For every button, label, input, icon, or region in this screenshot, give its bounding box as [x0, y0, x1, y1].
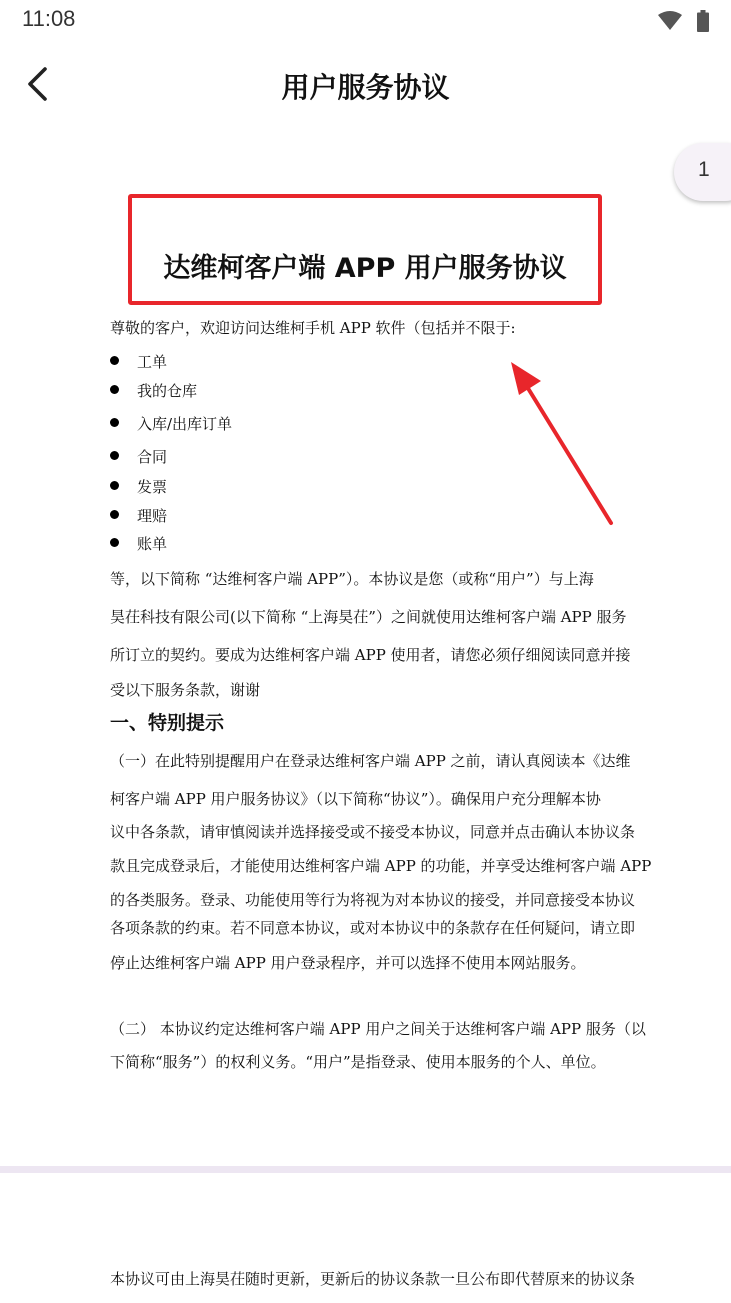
paragraph-line: 停止达维柯客户端 APP 用户登录程序，并可以选择不使用本网站服务。 — [110, 954, 586, 972]
page-number: 1 — [698, 158, 710, 181]
bullet-icon — [110, 538, 119, 547]
paragraph-line: 议中各条款，请审慎阅读并选择接受或不接受本协议，同意并点击确认本协议条 — [110, 823, 636, 841]
screen: 11:08 用户服务协议 1 达维柯客户端 APP 用户服务协议 尊敬的客户，欢迎访问达维柯手机 APP 软件（包括并不限于: 工单 我的仓库 入库/出库订单 合同 发票 理赔 账单 等，以下简称 “达维柯客户端 APP”）。本协议是您（或称“用户”）与上海 昊茌科技有限公司(以下简称 “上海昊茌”）之间就使用达维柯客户端 APP 服务 所订立的契约。要成为达维柯客户端 APP 使用者，请您必须仔细阅读同意并接 受以下服务条款，谢谢 一、特别提示 （一）在此特别提醒用户在登录达维柯客户端 APP 之前，请认真阅读本《达维 柯客户端 APP 用户服务协议》（以下简称“协议”）。确保用户充分理解本协 议中各条款，请审慎阅读并选择接受或不接受本协议，同意并点击确认本协议条 款且完成登录后，才能使用达维柯客户端 APP 的功能，并享受达维柯客户端 APP 的各类服务。登录、功能使用等行为将视为对本协议的接受，并同意接受本协议 各项条款的约束。若不同意本协议，或对本协议中的条款存在任何疑问，请立即 停止达维柯客户端 APP 用户登录程序，并可以选择不使用本网站服务。 （二） 本协议约定达维柯客户端 APP 用户之间关于达维柯客户端 APP 服务（以 下简称“服务”）的权利义务。“用户”是指登录、使用本服务的个人、单位。 本协议可由上海昊茌随时更新，更新后的协议条款一旦公布即代替原来的协议条 — [0, 0, 731, 1303]
bullet-icon — [110, 451, 119, 460]
app-bar — [0, 42, 731, 132]
status-icons — [657, 10, 709, 36]
page-title: 用户服务协议 — [281, 71, 450, 104]
bullet-icon — [110, 418, 119, 427]
paragraph-line: 的各类服务。登录、功能使用等行为将视为对本协议的接受，并同意接受本协议 — [110, 891, 636, 909]
paragraph-line: 下简称“服务”）的权利义务。“用户”是指登录、使用本服务的个人、单位。 — [110, 1053, 606, 1071]
page-divider — [0, 1166, 731, 1173]
page-indicator[interactable] — [674, 143, 731, 201]
paragraph-line: 本协议可由上海昊茌随时更新，更新后的协议条款一旦公布即代替原来的协议条 — [110, 1270, 636, 1288]
paragraph-line: 昊茌科技有限公司(以下简称 “上海昊茌”）之间就使用达维柯客户端 APP 服务 — [110, 608, 627, 626]
intro-text: 尊敬的客户，欢迎访问达维柯手机 APP 软件（包括并不限于: — [110, 319, 516, 337]
wifi-icon — [657, 11, 683, 35]
paragraph-line: 所订立的契约。要成为达维柯客户端 APP 使用者，请您必须仔细阅读同意并接 — [110, 646, 631, 664]
status-bar — [0, 0, 731, 42]
bullet-icon — [110, 510, 119, 519]
bullet-icon — [110, 356, 119, 365]
paragraph-line: 等，以下简称 “达维柯客户端 APP”）。本协议是您（或称“用户”）与上海 — [110, 570, 594, 588]
paragraph-line: （二） 本协议约定达维柯客户端 APP 用户之间关于达维柯客户端 APP 服务（以 — [110, 1020, 646, 1038]
section-heading: 一、特别提示 — [110, 712, 225, 734]
document-heading: 达维柯客户端 APP 用户服务协议 — [163, 253, 567, 284]
bullet-icon — [110, 481, 119, 490]
paragraph-line: 柯客户端 APP 用户服务协议》（以下简称“协议”）。确保用户充分理解本协 — [110, 790, 601, 808]
status-time: 11:08 — [22, 6, 76, 31]
highlight-box — [128, 194, 602, 305]
bullet-icon — [110, 385, 119, 394]
paragraph-line: （一）在此特别提醒用户在登录达维柯客户端 APP 之前，请认真阅读本《达维 — [110, 752, 631, 770]
paragraph-line: 受以下服务条款，谢谢 — [110, 681, 261, 699]
paragraph-line: 款且完成登录后，才能使用达维柯客户端 APP 的功能，并享受达维柯客户端 APP — [110, 857, 652, 875]
paragraph-line: 各项条款的约束。若不同意本协议，或对本协议中的条款存在任何疑问，请立即 — [110, 919, 636, 937]
battery-icon — [697, 10, 709, 36]
